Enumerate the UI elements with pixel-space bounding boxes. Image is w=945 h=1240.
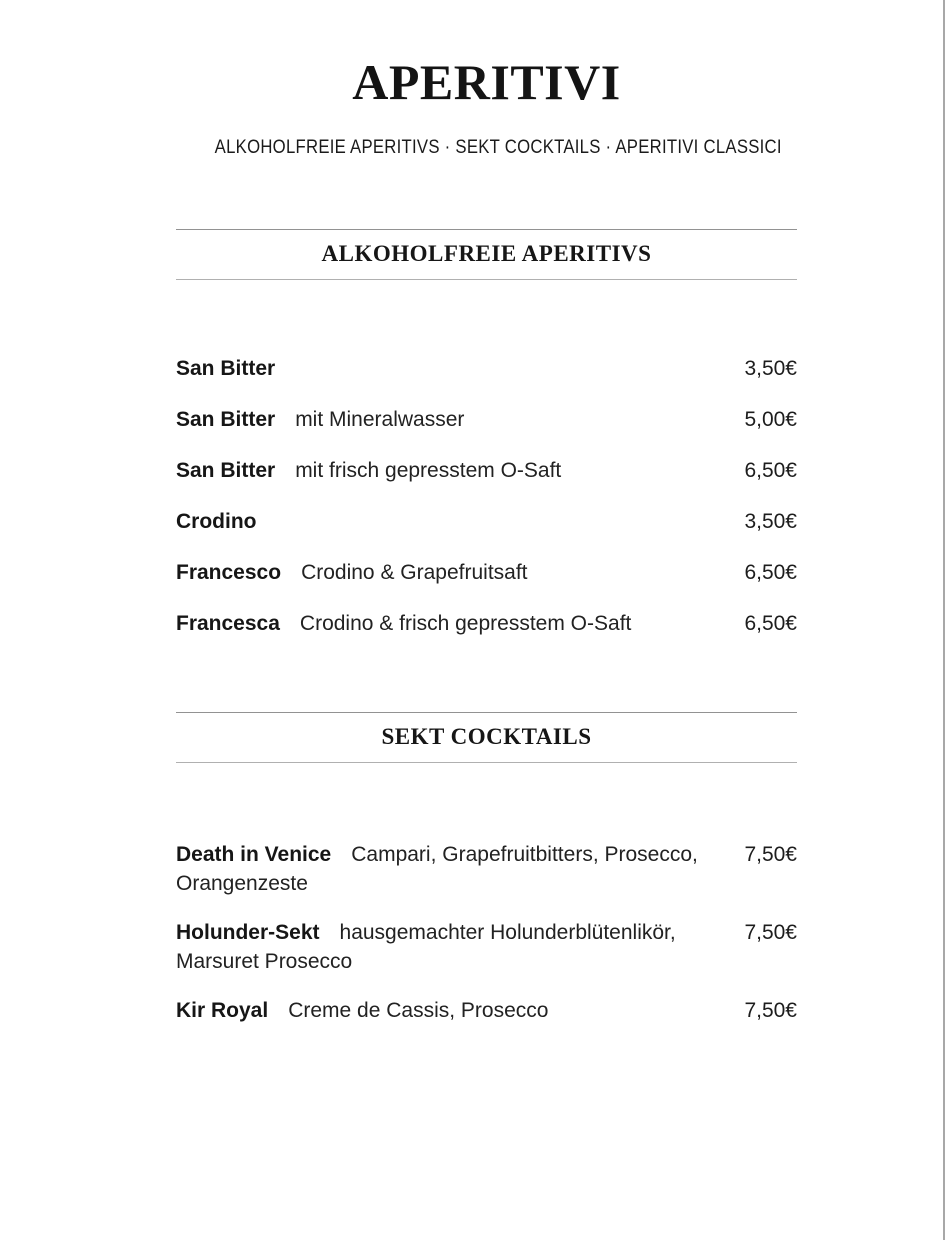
item-description: Creme de Cassis, Prosecco xyxy=(288,999,549,1022)
item-price: 7,50€ xyxy=(744,921,797,944)
item-price: 5,00€ xyxy=(744,408,797,431)
item-name: Francesca xyxy=(176,612,280,635)
menu-item xyxy=(176,560,797,586)
item-name: Death in Venice xyxy=(176,843,332,866)
menu-item xyxy=(176,611,797,637)
menu-item xyxy=(176,918,797,976)
item-name: Crodino xyxy=(176,510,257,533)
item-description: mit Mineralwasser xyxy=(295,408,465,431)
menu-content xyxy=(176,0,797,1025)
item-name: San Bitter xyxy=(176,357,276,380)
item-name: San Bitter xyxy=(176,459,276,482)
section-sekt-cocktails xyxy=(176,712,797,1025)
item-name: Francesco xyxy=(176,561,282,584)
item-text xyxy=(176,560,711,586)
item-description: mit frisch gepresstem O-Saft xyxy=(295,459,562,482)
item-price: 7,50€ xyxy=(744,999,797,1022)
item-name: Holunder-Sekt xyxy=(176,921,320,944)
menu-item xyxy=(176,840,797,898)
item-name: San Bitter xyxy=(176,408,276,431)
item-list xyxy=(176,356,797,637)
item-price: 7,50€ xyxy=(744,843,797,866)
item-price: 6,50€ xyxy=(744,459,797,482)
menu-item xyxy=(176,407,797,433)
item-text xyxy=(176,840,711,898)
menu-subtitle-text: ALKOHOLFREIE APERITIVS · SEKT COCKTAILS · APERITIVI CLASSICI xyxy=(214,137,782,158)
item-price: 3,50€ xyxy=(744,510,797,533)
item-text xyxy=(176,407,711,433)
section-heading: ALKOHOLFREIE APERITIVS xyxy=(176,229,797,280)
item-price: 6,50€ xyxy=(744,612,797,635)
item-description: Crodino & Grapefruitsaft xyxy=(301,561,528,584)
page-title: APERITIVI xyxy=(352,54,621,110)
item-price: 6,50€ xyxy=(744,561,797,584)
menu-item xyxy=(176,996,797,1025)
item-text xyxy=(176,356,711,382)
item-text xyxy=(176,918,711,976)
item-text xyxy=(176,611,711,637)
item-text xyxy=(176,509,711,535)
item-price: 3,50€ xyxy=(744,357,797,380)
menu-item xyxy=(176,509,797,535)
menu-item xyxy=(176,356,797,382)
item-name: Kir Royal xyxy=(176,999,269,1022)
item-description: hausgemachter Holunderblütenlikör, Marsuret Prosecco xyxy=(176,921,676,973)
section-alkoholfreie-aperitivs xyxy=(176,229,797,637)
item-text xyxy=(176,996,711,1025)
item-list xyxy=(176,840,797,1025)
menu-subtitle xyxy=(176,137,797,159)
menu-item xyxy=(176,458,797,484)
item-description: Crodino & frisch gepresstem O-Saft xyxy=(299,612,632,635)
item-description: Campari, Grapefruitbitters, Prosecco, Orangenzeste xyxy=(176,843,698,895)
item-text xyxy=(176,458,711,484)
section-heading: SEKT COCKTAILS xyxy=(176,712,797,763)
